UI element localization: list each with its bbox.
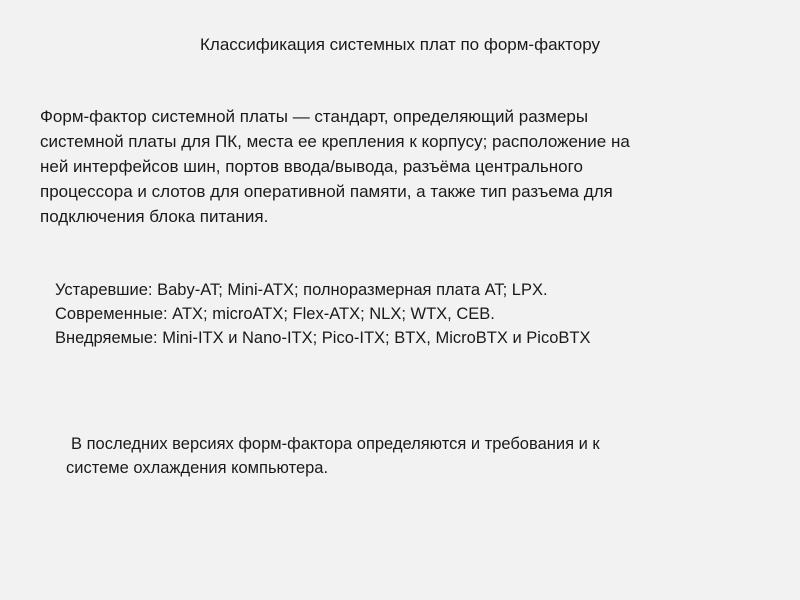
- note-line: системе охлаждения компьютера.: [66, 459, 329, 477]
- definition-line: процессора и слотов для оперативной памяти, а также тип разъема для: [40, 182, 613, 201]
- definition-line: ней интерфейсов шин, портов ввода/вывода, разъёма центрального: [40, 157, 583, 176]
- cooling-note: [66, 432, 746, 480]
- category-outdated: Устаревшие: Baby-AT; Mini-ATX; полноразмерная плата AT; LPX.: [55, 281, 548, 299]
- definition-line: Форм-фактор системной платы — стандарт, определяющий размеры: [40, 107, 589, 126]
- definition-line: подключения блока питания.: [40, 207, 269, 226]
- definition-paragraph: [40, 104, 760, 229]
- note-line: В последних версиях форм-фактора определяются и требования и к: [71, 435, 600, 453]
- category-emerging: Внедряемые: Mini-ITX и Nano-ITX; Pico-ITX; BTX, MicroBTX и PicoBTX: [55, 329, 591, 347]
- definition-line: системной платы для ПК, места ее крепления к корпусу; расположение на: [40, 132, 630, 151]
- form-factor-categories: [55, 278, 755, 350]
- slide-title: Классификация системных плат по форм-фактору: [200, 35, 600, 54]
- category-modern: Современные: ATX; microATX; Flex-ATX; NLX; WTX, CEB.: [55, 305, 495, 323]
